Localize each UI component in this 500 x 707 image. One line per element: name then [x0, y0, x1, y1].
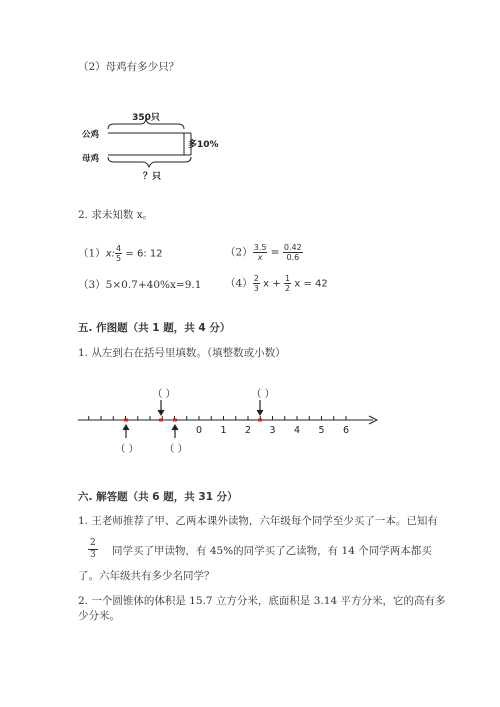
point-marker-a: [124, 419, 128, 422]
arrowhead-down-d: [257, 410, 263, 415]
answer-bracket-top-1[interactable]: （ ）: [152, 389, 176, 400]
fraction-numerator: 0.42: [283, 243, 302, 252]
section-6-question-2-line-1: 2. 一个圆锥体的体积是 15.7 立方分米，底面积是 3.14 平方分米，它的高有多: [78, 595, 446, 607]
arrowhead-up-a: [123, 425, 129, 430]
point-marker-b: [159, 419, 163, 422]
tick-label-6: 6: [342, 425, 350, 436]
fraction-denominator: 3: [253, 284, 259, 293]
equation-2-left-fraction: [253, 243, 268, 262]
top-brace-label: 350只: [132, 113, 160, 123]
equation-4: [225, 274, 328, 293]
equation-2-prefix: （2）: [225, 246, 253, 259]
answer-bracket-top-2[interactable]: （ ）: [251, 389, 275, 400]
section-6-heading: 六. 解答题（共 6 题，共 31 分）: [78, 491, 238, 503]
equation-2-right-fraction: [283, 243, 303, 262]
section-6-question-1-line-3: 了。六年级共有多少名同学？: [78, 570, 215, 582]
section-6-question-1-line-2: 同学买了甲读物，有 45%的同学买了乙读物，有 14 个同学两本都买: [112, 545, 432, 557]
bar-diagram: [70, 104, 230, 184]
fraction-numerator: 2: [90, 538, 96, 548]
equation-4-fraction-2: [284, 274, 291, 293]
equation-4-middle: x +: [263, 278, 281, 290]
equation-1: [78, 244, 163, 263]
equation-1-fraction: [115, 244, 122, 263]
tick-label-1: 1: [220, 425, 227, 436]
fraction-denominator: 0.6: [286, 253, 300, 262]
arrowhead-up-c: [172, 425, 178, 430]
bottom-brace: [108, 157, 191, 167]
answer-bracket-bottom-2[interactable]: （ ）: [164, 444, 188, 455]
tick-label-0: 0: [195, 425, 203, 436]
section-6-question-2-line-2: 少分米。: [78, 610, 120, 622]
number-line: [78, 380, 388, 460]
answer-bracket-bottom-1[interactable]: （ ）: [115, 444, 139, 455]
equation-4-fraction-1: [253, 274, 260, 293]
fraction-denominator: 2: [284, 284, 291, 293]
section-6-question-1-line-1: 1. 王老师推荐了甲、乙两本课外读物，六年级每个同学至少买了一本。已知有: [78, 515, 438, 527]
equation-3: （3）5×0.7+40%x=9.1: [78, 279, 202, 291]
point-marker-c: [173, 419, 177, 422]
fraction-numerator: 3.5: [253, 243, 267, 252]
point-marker-d: [258, 419, 262, 422]
arrowhead-down-b: [158, 410, 164, 415]
top-brace: [108, 119, 184, 129]
fraction-numerator: 2: [253, 274, 259, 283]
rooster-label: 公鸡: [82, 130, 100, 140]
tick-label-2: 2: [244, 425, 252, 436]
equation-1-rest: = 6: 12: [125, 248, 163, 260]
equation-1-var: x:: [105, 248, 115, 260]
question-2-part-2: （2）母鸡有多少只？: [78, 61, 180, 73]
section-5-heading: 五. 作图题（共 1 题，共 4 分）: [78, 322, 231, 334]
tick-label-5: 5: [318, 425, 325, 436]
section-5-question-1: 1. 从左到右在括号里填数。（填整数或小数）: [78, 347, 286, 359]
fraction-numerator: 1: [284, 274, 291, 283]
fraction-denominator: x: [257, 253, 263, 262]
equation-4-rest: x = 42: [294, 278, 328, 290]
fraction-denominator: 3: [90, 550, 96, 560]
tick-label-4: 4: [293, 425, 301, 436]
bottom-brace-label: ？只: [142, 172, 162, 182]
equation-4-prefix: （4）: [225, 277, 253, 290]
question-1-fraction: [88, 538, 98, 561]
tick-label-3: 3: [269, 425, 276, 436]
equation-2: [225, 243, 303, 262]
equation-2-equals: =: [270, 246, 280, 259]
question-2-title: 2. 求未知数 x。: [78, 209, 154, 221]
fraction-denominator: 5: [115, 254, 122, 263]
hen-label: 母鸡: [82, 154, 100, 164]
equation-1-prefix: （1）: [78, 247, 106, 260]
fraction-numerator: 4: [115, 244, 122, 253]
more-percent-label: 多10%: [188, 140, 219, 150]
